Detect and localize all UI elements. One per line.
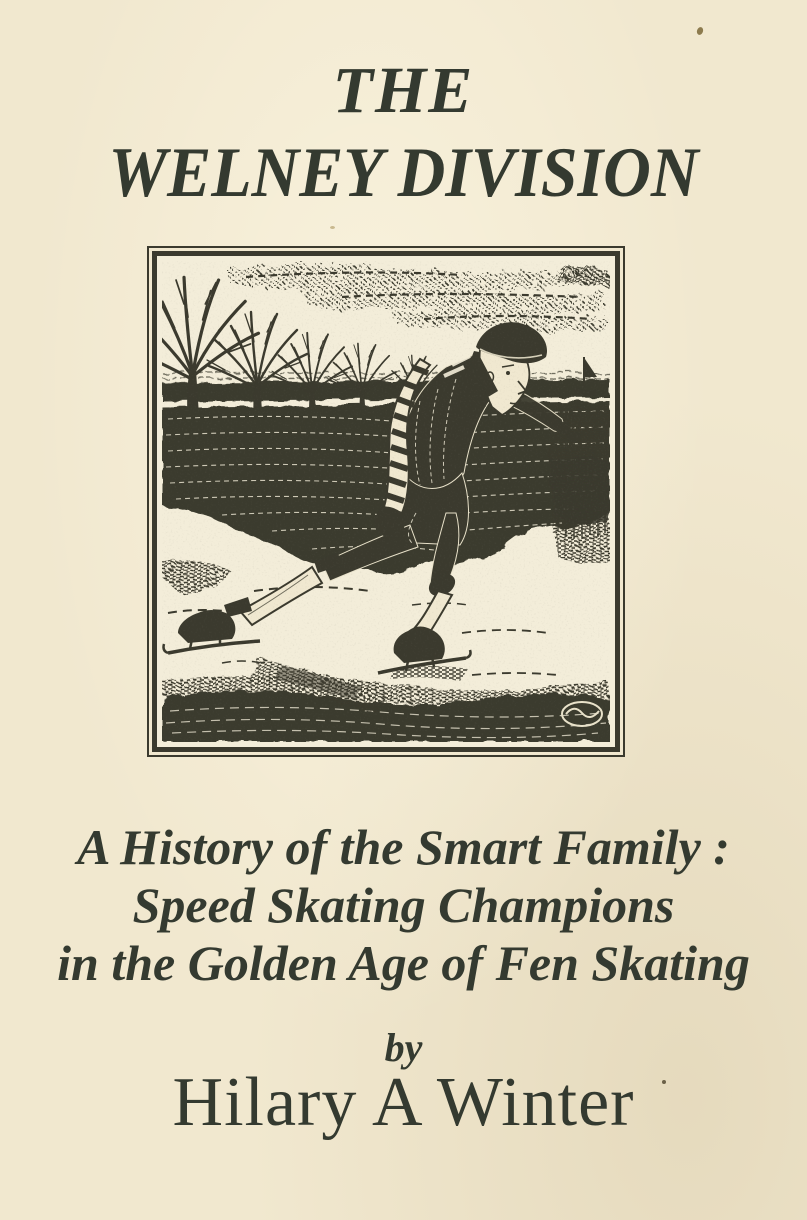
book-title	[0, 54, 807, 212]
book-subtitle-line1: A History of the Smart Family :	[77, 819, 730, 875]
fen-skater-illustration	[162, 261, 610, 742]
book-subtitle-line3: in the Golden Age of Fen Skating	[57, 935, 750, 991]
paper-speck	[330, 226, 335, 229]
book-subtitle-line2: Speed Skating Champions	[132, 877, 675, 933]
cover-illustration-inner-rule	[152, 251, 620, 752]
book-title-line2: WELNEY DIVISION	[108, 134, 699, 212]
cover-illustration-frame	[147, 246, 625, 757]
paper-speck	[662, 1080, 666, 1084]
author-name: Hilary A Winter	[172, 1064, 635, 1141]
book-title-line1: THE	[332, 54, 475, 127]
byline-label: by	[384, 1025, 423, 1070]
print-grain	[162, 261, 610, 742]
book-subtitle	[0, 818, 807, 992]
paper-speck	[696, 26, 704, 36]
